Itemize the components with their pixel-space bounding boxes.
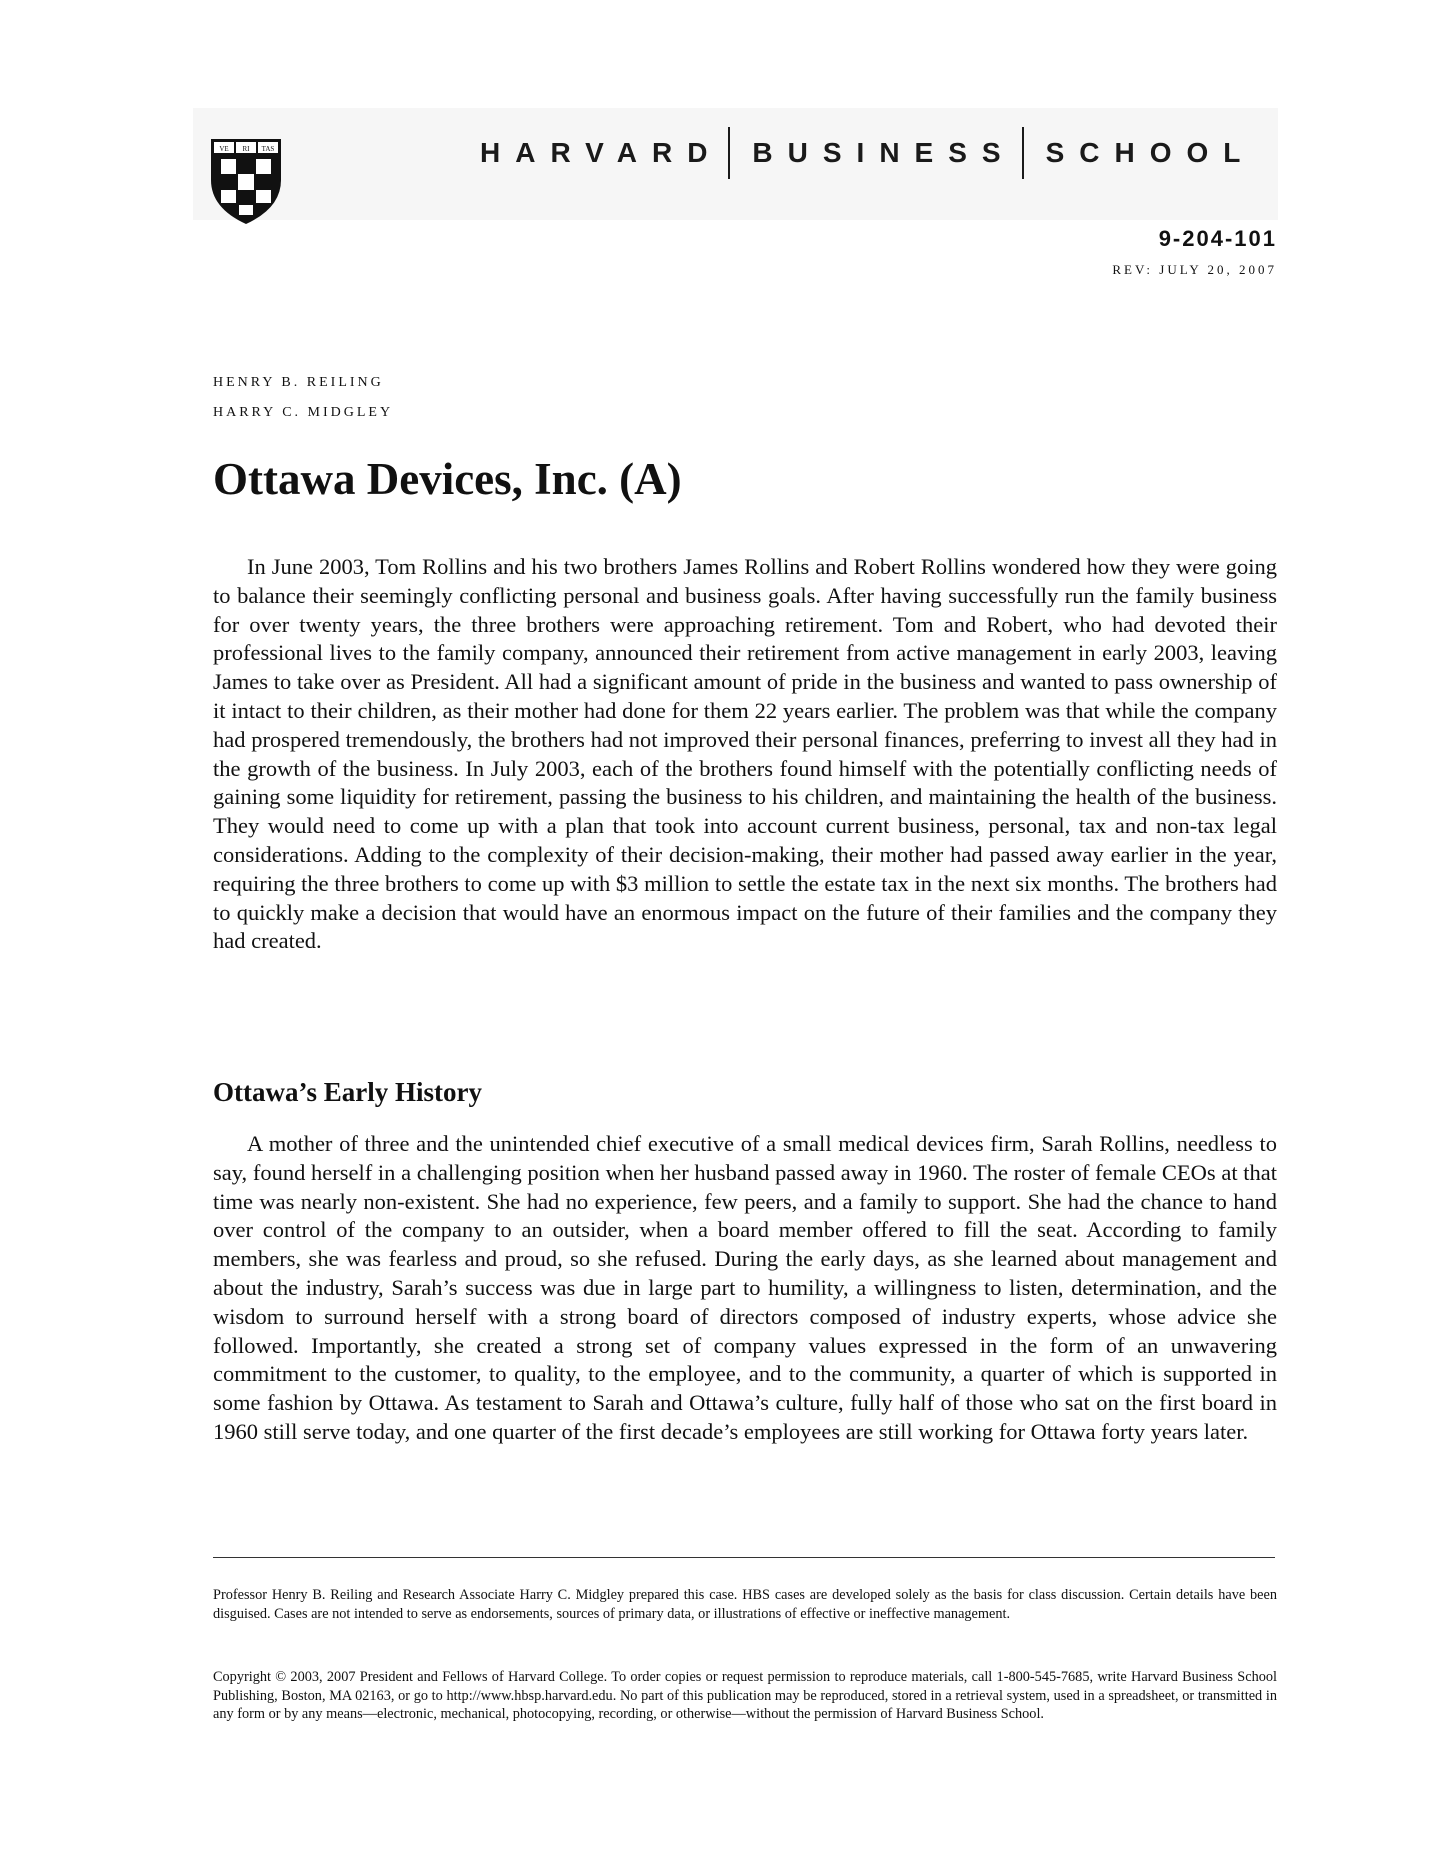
harvard-shield-logo [208,136,284,226]
authorship-footnote: Professor Henry B. Reiling and Research Associate Harry C. Midgley prepared this case. HBS cases are developed solely as the basis for class discussion. Certain details have been disguised. Cases are not intended to serve as endorsements, sources of primary data, or illustrations of effective or ineffective management. [213,1587,1277,1622]
author-name: HARRY C. MIDGLEY [213,405,394,420]
case-title: Ottawa Devices, Inc. (A) [213,454,682,504]
masthead-school: SCHOOL [1045,137,1256,168]
author-name: HENRY B. REILING [213,375,384,390]
intro-paragraph: In June 2003, Tom Rollins and his two brothers James Rollins and Robert Rollins wondered how they were going to balance their seemingly conflicting personal and business goals. After having successfully run the family business for over twenty years, the three brothers were approaching retirement. Tom and Robert, who had devoted their professional lives to the family company, announced their retirement from active management in early 2003, leaving James to take over as President. All had a significant amount of pride in the business and wanted to pass ownership of it intact to their children, as their mother had done for them 22 years earlier. The problem was that while the company had prospered tremendously, the brothers had not improved their personal finances, preferring to invest all they had in the growth of the business. In July 2003, each of the brothers found himself with the potentially conflicting needs of gaining some liquidity for retirement, passing the business to his children, and maintaining the health of the business. They would need to come up with a plan that took into account current business, personal, tax and non-tax legal considerations. Adding to the complexity of their decision-making, their mother had passed away earlier in the year, requiring the three brothers to come up with $3 million to settle the estate tax in the next six months. The brothers had to quickly make a decision that would have an enormous impact on the future of their families and the company they had created. [213,554,1277,954]
shield-motto-tas: TAS [261,145,275,153]
section-heading: Ottawa’s Early History [213,1077,482,1107]
shield-motto-ve: VE [219,145,229,153]
footnote-divider [213,1557,1275,1558]
masthead-divider [728,127,730,179]
masthead-divider [1022,127,1024,179]
revision-date: REV: JULY 20, 2007 [1112,262,1277,277]
case-number: 9-204-101 [1158,226,1277,251]
shield-motto-ri: RI [242,145,250,153]
masthead [480,133,1278,173]
copyright-footnote: Copyright © 2003, 2007 President and Fellows of Harvard College. To order copies or request permission to reproduce materials, call 1-800-545-7685, write Harvard Business School Publishing, Boston, MA 02163, or go to http://www.hbsp.harvard.edu. No part of this publication may be reproduced, stored in a retrieval system, used in a spreadsheet, or transmitted in any form or by any means—electronic, mechanical, photocopying, recording, or otherwise—without the permission of Harvard Business School. [213,1669,1277,1723]
masthead-business: BUSINESS [752,137,1016,168]
masthead-harvard: HARVARD [480,137,723,168]
history-paragraph: A mother of three and the unintended chief executive of a small medical devices firm, Sarah Rollins, needless to say, found herself in a challenging position when her husband passed away in 1960. The roster of female CEOs at that time was nearly non-existent. She had no experience, few peers, and a family to support. She had the chance to hand over control of the company to an outsider, when a board member offered to fill the seat. According to family members, she was fearless and proud, so she refused. During the early days, as she learned about management and about the industry, Sarah’s success was due in large part to humility, a willingness to listen, determination, and the wisdom to surround herself with a strong board of directors composed of industry experts, whose advice she followed. Importantly, she created a strong set of company values expressed in the form of an unwavering commitment to the customer, to quality, to the employee, and to the community, a quarter of which is supported in some fashion by Ottawa. As testament to Sarah and Ottawa’s culture, fully half of those who sat on the first board in 1960 still serve today, and one quarter of the first decade’s employees are still working for Ottawa forty years later. [213,1131,1277,1444]
